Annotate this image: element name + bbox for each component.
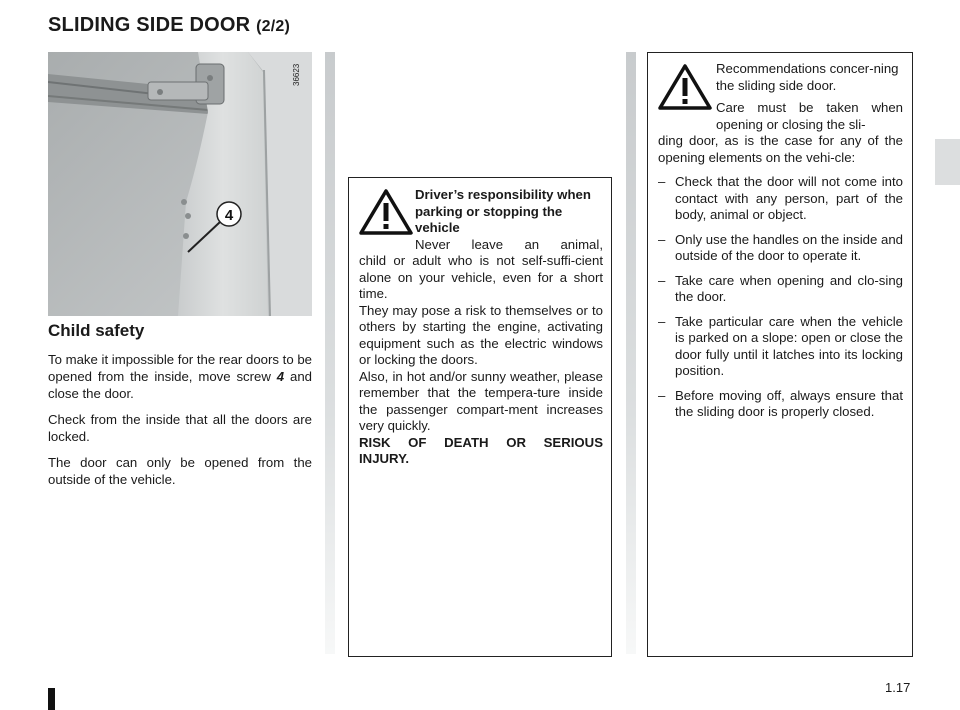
page-number: 1.17 bbox=[885, 680, 911, 695]
warning-emphasis: RISK OF DEATH OR SERIOUS bbox=[359, 434, 603, 450]
list-item bbox=[658, 232, 903, 265]
recommendations-text: ding door, as is the case for any of the opening elements on the vehi-cle: bbox=[658, 133, 903, 165]
warning-text: Never leave an animal, bbox=[415, 236, 603, 252]
warning-emphasis: INJURY. bbox=[359, 451, 410, 466]
list-item-text: Take particular care when the vehicle is parked on a slope: open or close the door fully until it latches into its locking position. bbox=[675, 313, 903, 378]
child-safety-heading: Child safety bbox=[48, 321, 145, 340]
door-photo bbox=[48, 52, 312, 316]
warning-triangle-icon bbox=[658, 63, 712, 111]
list-item bbox=[658, 273, 903, 306]
dash: – bbox=[658, 272, 666, 288]
photo-reference: 36623 bbox=[292, 63, 301, 86]
list-item-text: Take care when opening and clo-sing the door. bbox=[675, 272, 903, 304]
child-safety-paragraph: Check from the inside that all the doors are locked. bbox=[48, 412, 312, 444]
corner-mark bbox=[48, 688, 55, 710]
sliding-door-recommendations bbox=[647, 52, 913, 657]
list-item bbox=[658, 314, 903, 380]
warning-text: They may pose a risk to themselves or to others by starting the engine, activating equipment such as the electric windows or locking the doors. bbox=[359, 302, 603, 367]
warning-triangle-icon bbox=[359, 188, 413, 236]
page-title-suffix: (2/2) bbox=[256, 18, 290, 35]
child-safety-paragraph bbox=[48, 351, 312, 402]
list-item-text: Before moving off, always ensure that the sliding door is properly closed. bbox=[675, 387, 903, 419]
warning-text: Also, in hot and/or sunny weather, please remember that the tempera-ture inside the passenger compart-ment increases very quickly. bbox=[359, 368, 603, 433]
list-item bbox=[658, 388, 903, 421]
child-safety-text bbox=[48, 351, 312, 497]
page-title bbox=[48, 14, 290, 37]
warning-heading: Driver’s responsibility when parking or stopping the vehicle bbox=[415, 187, 591, 235]
list-item bbox=[658, 174, 903, 224]
recommendations-intro: Recommendations concer-ning the sliding side door. bbox=[716, 61, 899, 93]
screw-reference: 4 bbox=[276, 369, 285, 384]
text: and close the door. bbox=[48, 369, 312, 401]
section-tab bbox=[935, 139, 960, 185]
recommendations-text: Care must be taken when opening or closing the sli- bbox=[716, 100, 903, 132]
list-item-text: Check that the door will not come into contact with any person, part of the body, animal or object. bbox=[675, 174, 903, 222]
driver-responsibility-warning bbox=[348, 177, 612, 657]
list-item-text: Only use the handles on the inside and outside of the door to operate it. bbox=[675, 231, 904, 263]
dash: – bbox=[658, 387, 666, 403]
dash: – bbox=[658, 174, 666, 189]
warning-text: child or adult who is not self-suffi-cient alone on your vehicle, even for a short time. bbox=[359, 253, 603, 301]
dash: – bbox=[658, 313, 666, 329]
page-title-text: SLIDING SIDE DOOR bbox=[48, 14, 251, 36]
column-separator bbox=[325, 52, 335, 654]
child-safety-paragraph: The door can only be opened from the outside of the vehicle. bbox=[48, 455, 312, 487]
recommendations-list bbox=[658, 174, 903, 421]
screw-callout: 4 bbox=[224, 207, 234, 224]
text: To make it impossible for the rear doors to be opened from the inside, move screw bbox=[48, 352, 312, 384]
dash: – bbox=[658, 231, 666, 247]
column-separator bbox=[626, 52, 636, 654]
